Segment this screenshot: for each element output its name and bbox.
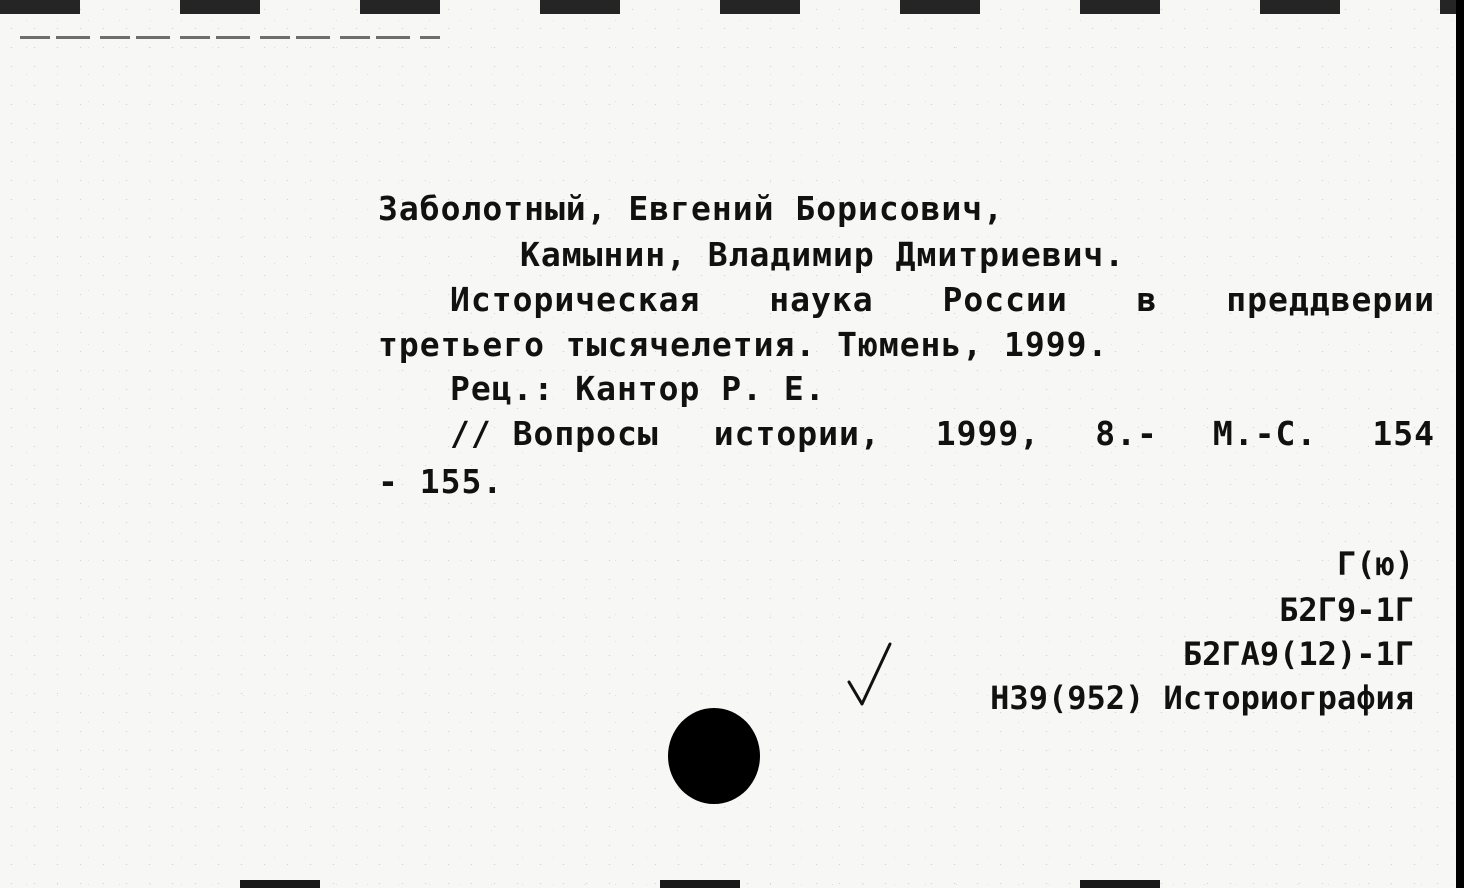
source-word: 8.- [1095, 414, 1158, 453]
scan-edge-bottom [0, 880, 1464, 888]
class-code-3: Б2ГА9(12)-1Г [1182, 635, 1414, 673]
title-line-1 [450, 280, 1435, 319]
source-word: 154 [1372, 414, 1435, 453]
class-code-1: Г(ю) [1336, 545, 1414, 583]
scan-edge-top [0, 0, 1464, 14]
title-word: России [942, 280, 1068, 319]
scan-edge-right [1456, 0, 1464, 888]
title-word: в [1136, 280, 1158, 319]
title-line-2: третьего тысячелетия. Тюмень, 1999. [378, 325, 1109, 364]
source-word: 1999, [935, 414, 1041, 453]
title-word: Историческая [450, 280, 701, 319]
source-line [450, 414, 1435, 453]
title-word: наука [769, 280, 874, 319]
check-mark-icon [846, 640, 896, 710]
source-word: // Вопросы [450, 414, 659, 453]
title-word: преддверии [1226, 280, 1435, 319]
class-code-4: Н39(952) Историография [990, 679, 1414, 717]
source-word: истории, [713, 414, 881, 453]
pages-line: - 155. [378, 462, 504, 501]
author-1: Заболотный, Евгений Борисович, [378, 189, 1005, 228]
punch-hole [668, 708, 760, 804]
source-word: М.-С. [1212, 414, 1318, 453]
class-code-2: Б2Г9-1Г [1279, 591, 1414, 629]
review-line: Рец.: Кантор Р. Е. [450, 369, 826, 408]
scan-stripe [20, 36, 440, 39]
author-2: Камынин, Владимир Дмитриевич. [520, 235, 1126, 274]
